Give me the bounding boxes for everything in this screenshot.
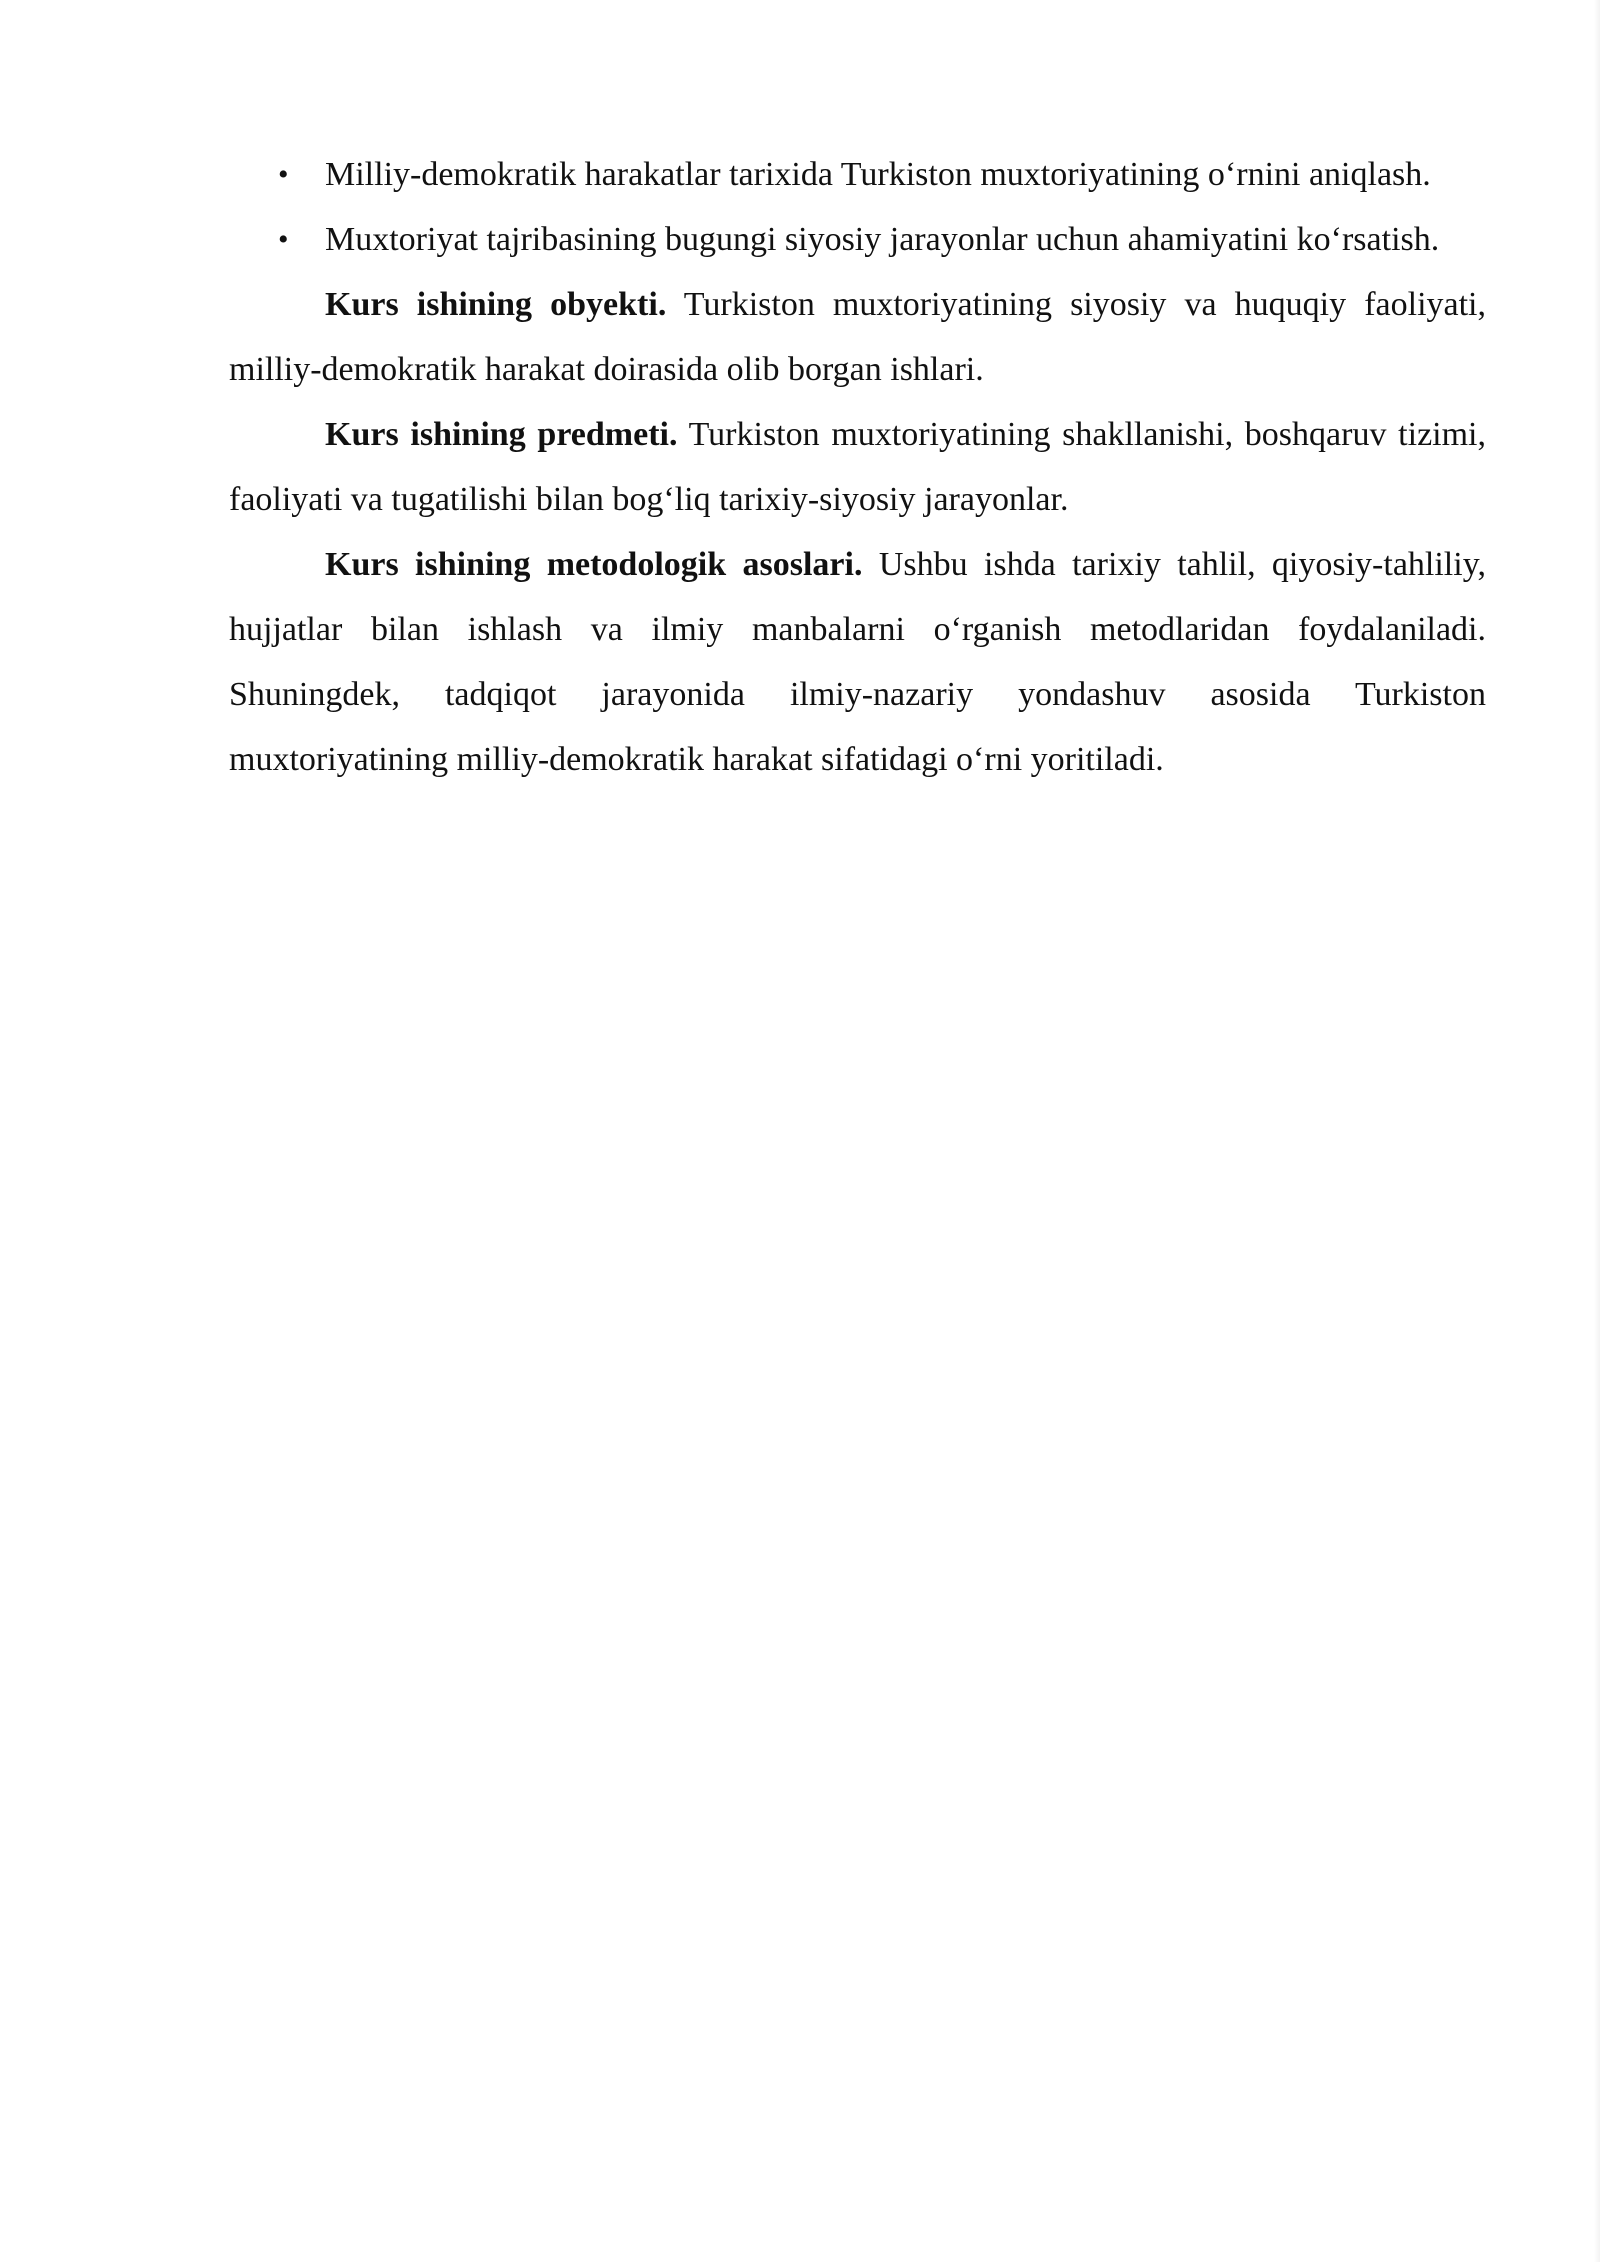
bullet-icon: •	[278, 158, 289, 191]
list-item-text: Milliy-demokratik harakatlar tarixida Turkiston muxtoriyatining o‘rnini aniqlash.	[325, 156, 1431, 193]
document-page	[229, 142, 1486, 792]
paragraph-object	[229, 272, 1486, 402]
page-edge-shadow	[1594, 0, 1600, 2262]
paragraph-heading: Kurs ishining obyekti.	[325, 286, 667, 323]
paragraph-subject	[229, 402, 1486, 532]
paragraph-methodology	[229, 532, 1486, 792]
paragraph-body: Turkiston muxtoriyatining siyosiy va huquqiy faoliyati, milliy-demokratik harakat doirasida olib borgan ishlari.	[229, 286, 1486, 388]
paragraph-heading: Kurs ishining metodologik asoslari.	[325, 546, 863, 583]
paragraph-body: Turkiston muxtoriyatining shakllanishi, boshqaruv tizimi, faoliyati va tugatilishi bilan bog‘liq tarixiy-siyosiy jarayonlar.	[229, 416, 1486, 518]
list-item	[229, 207, 1486, 272]
paragraph-heading: Kurs ishining predmeti.	[325, 416, 678, 453]
objectives-list	[229, 142, 1486, 272]
bullet-icon: •	[278, 223, 289, 256]
paragraph-body: Ushbu ishda tarixiy tahlil, qiyosiy-tahliliy, hujjatlar bilan ishlash va ilmiy manbalarni o‘rganish metodlaridan foydalaniladi. Shuningdek, tadqiqot jarayonida ilmiy-nazariy yondashuv asosida Turkiston muxtoriyatining milliy-demokratik harakat sifatidagi o‘rni yoritiladi.	[229, 546, 1486, 778]
list-item	[229, 142, 1486, 207]
list-item-text: Muxtoriyat tajribasining bugungi siyosiy jarayonlar uchun ahamiyatini ko‘rsatish.	[325, 221, 1440, 258]
